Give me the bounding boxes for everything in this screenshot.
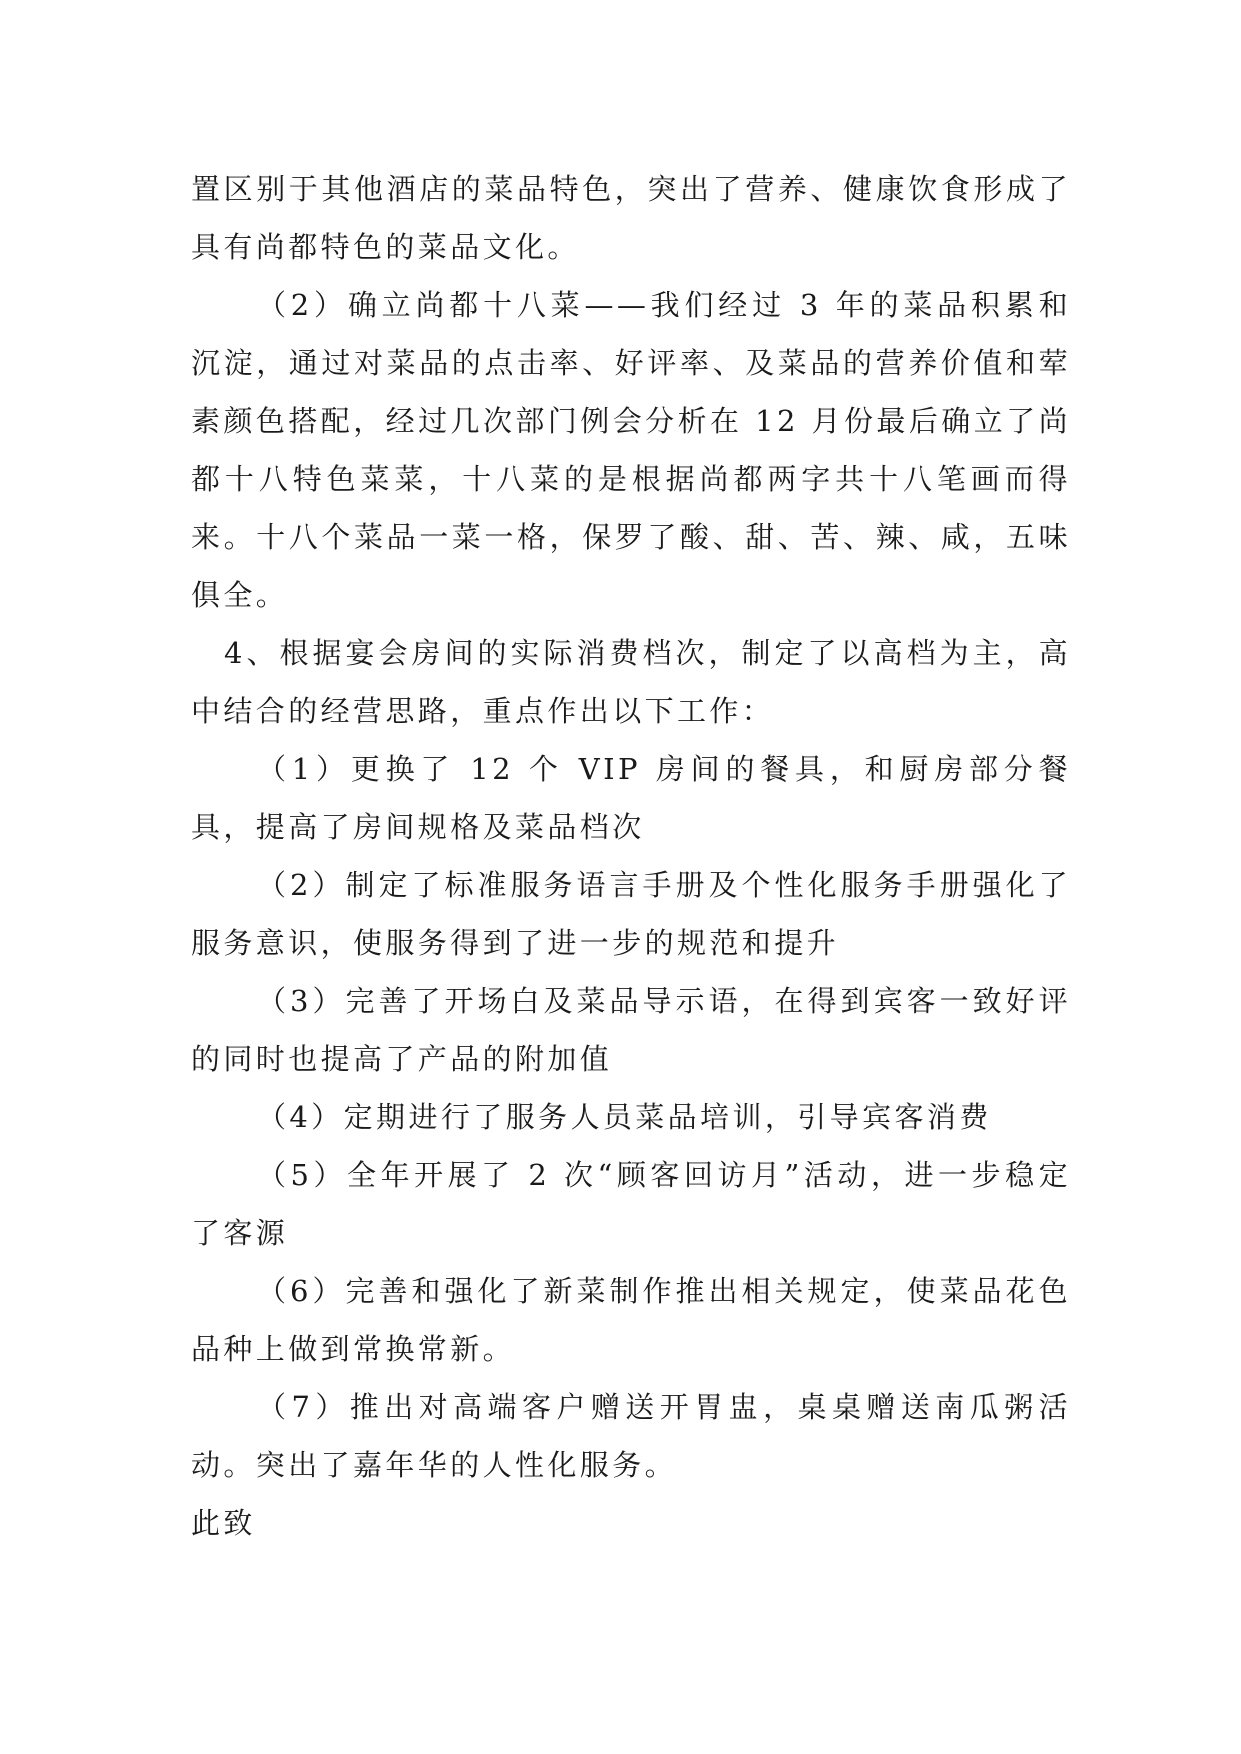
paragraph-item-3: （3）完善了开场白及菜品导示语，在得到宾客一致好评的同时也提高了产品的附加值 xyxy=(191,984,1071,1076)
paragraph-item-4: （4）定期进行了服务人员菜品培训，引导宾客消费 xyxy=(257,1100,992,1134)
document-body xyxy=(191,160,1071,1552)
paragraph-banquet-strategy: 4、根据宴会房间的实际消费档次，制定了以高档为主，高中结合的经营思路，重点作出以下工作： xyxy=(191,636,1071,728)
paragraph-item-1: （1）更换了 12 个 VIP 房间的餐具，和厨房部分餐具，提高了房间规格及菜品档次 xyxy=(191,752,1071,844)
paragraph-menu-culture: 置区别于其他酒店的菜品特色，突出了营养、健康饮食形成了具有尚都特色的菜品文化。 xyxy=(191,172,1071,264)
paragraph-item-6: （6）完善和强化了新菜制作推出相关规定，使菜品花色品种上做到常换常新。 xyxy=(191,1274,1071,1366)
paragraph-item-7: （7）推出对高端客户赠送开胃盅，桌桌赠送南瓜粥活动。突出了嘉年华的人性化服务。 xyxy=(191,1390,1071,1482)
paragraph-eighteen-dishes: （2）确立尚都十八菜——我们经过 3 年的菜品积累和沉淀，通过对菜品的点击率、好评率、及菜品的营养价值和荤素颜色搭配，经过几次部门例会分析在 12 月份最后确立了尚都十八特色菜菜，十八菜的是根据尚都两字共十八笔画而得来。十八个菜品一菜一格，保罗了酸、甜、苦、辣、咸，五味俱全。 xyxy=(191,288,1071,612)
closing-salutation: 此致 xyxy=(191,1506,256,1540)
paragraph-item-5: （5）全年开展了 2 次“顾客回访月”活动，进一步稳定了客源 xyxy=(191,1158,1071,1250)
paragraph-item-2: （2）制定了标准服务语言手册及个性化服务手册强化了服务意识，使服务得到了进一步的规范和提升 xyxy=(191,868,1071,960)
